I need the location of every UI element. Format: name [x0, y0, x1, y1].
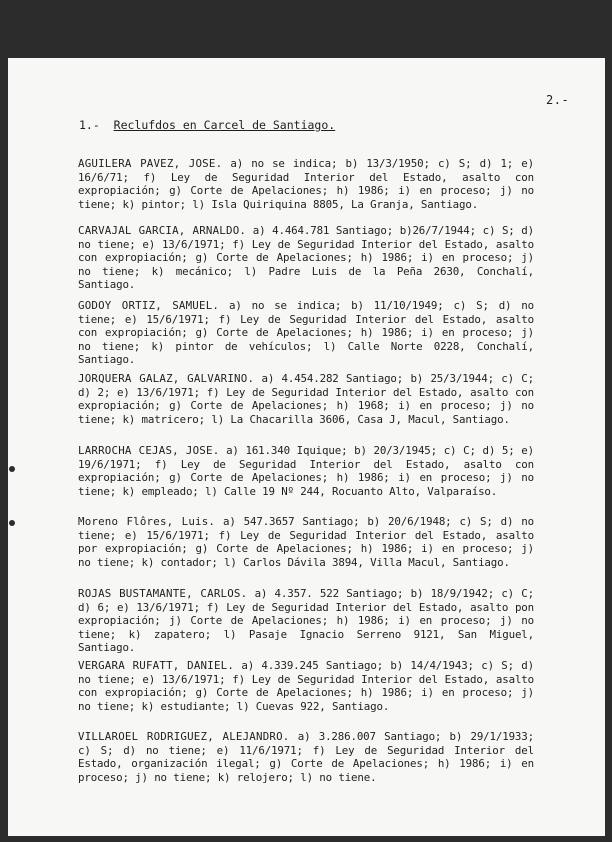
prisoner-entry	[78, 299, 534, 367]
prisoner-name: GODOY ORTIZ, SAMUEL.	[78, 299, 220, 312]
prisoner-name: Moreno Flôres, Luis.	[78, 515, 216, 528]
prisoner-name: JORQUERA GALAZ, GALVARINO.	[78, 372, 255, 385]
section-heading	[79, 118, 335, 132]
prisoner-name: VERGARA RUFATT, DANIEL.	[78, 659, 235, 672]
prisoner-entry	[78, 659, 534, 713]
prisoner-details: a) 4.339.245 Santiago; b) 14/4/1943; c) S; d) no tiene; e) 13/6/1971; f) Ley de Seguridad Interior del Estado, asalto con expropiación; g) Corte de Apelaciones; h) 1986; i) en proceso; j) no tiene; k) estudiante; l) Cuevas 922, Santiago.	[78, 659, 534, 713]
prisoner-details: a) 4.357. 522 Santiago; b) 18/9/1942; c) C; d) 6; e) 13/6/1971; f) Ley de Seguridad Interior del Estado, asalto pon expropiación; j) Corte de Apelaciones; h) 1986; i) en proceso; j) no tiene; k) zapatero; l) Pasaje Ignacio Serreno 9121, San Miguel, Santiago.	[78, 587, 534, 654]
prisoner-entry	[78, 444, 534, 498]
prisoner-entry	[78, 224, 534, 292]
punch-hole	[9, 466, 15, 472]
prisoner-details: a) 3.286.007 Santiago; b) 29/1/1933; c) S; d) no tiene; e) 11/6/1971; f) Ley de Seguridad Interior del Estado, organización ilegal; g) Corte de Apelaciones; h) 1986; i) en proceso; j) no tiene; k) relojero; l) no tiene.	[78, 730, 534, 784]
prisoner-entry	[78, 157, 534, 211]
prisoner-details: a) 547.3657 Santiago; b) 20/6/1948; c) S; d) no tiene; e) 15/6/1971; f) Ley de Seguridad Interior del Estado, asalto por expropiación; g) Corte de Apelaciones; h) 1986; i) en proceso; j) no tiene; k) contador; l) Carlos Dávila 3894, Villa Macul, Santiago.	[78, 515, 534, 569]
prisoner-details: a) no se indica; b) 11/10/1949; c) S; d) no tiene; e) 15/6/1971; f) Ley de Seguridad Interior del Estado, asalto con expropiación; g) Corte de Apelaciones; h) 1986; i) en proceso; j) no tiene; k) pintor de vehículos; l) Calle Norte 0228, Conchalí, Santiago.	[78, 299, 534, 366]
section-title: Reclufdos en Carcel de Santiago.	[113, 118, 336, 132]
prisoner-name: VILLAROEL RODRIGUEZ, ALEJANDRO.	[78, 730, 290, 743]
prisoner-details: a) 4.464.781 Santiago; b)26/7/1944; c) S; d) no tiene; e) 13/6/1971; f) Ley de Seguridad Interior del Estado, asalto con expropiación; g) Corte de Apelaciones; h) 1986; i) en proceso; j) no tiene; k) mecánico; l) Padre Luis de la Peña 2630, Conchalí, Santiago.	[78, 224, 535, 291]
prisoner-entry	[78, 587, 534, 655]
prisoner-entry	[78, 372, 534, 426]
page-number: 2.-	[546, 93, 570, 107]
prisoner-details: a) 4.454.282 Santiago; b) 25/3/1944; c) C; d) 2; e) 13/6/1971; f) Ley de Seguridad Interior del Estado, asalto con expropiación; g) Corte de Apelaciones; h) 1968; i) en proceso; j) no tiene; k) matricero; l) La Chacarilla 3606, Casa J, Macul, Santiago.	[78, 372, 534, 426]
prisoner-details: a) no se indica; b) 13/3/1950; c) S; d) 1; e) 16/6/71; f) Ley de Seguridad Interior del Estado, asalto con expropiación; g) Corte de Apelaciones; h) 1986; i) en proceso; j) no tiene; k) pintor; l) Isla Quiriquina 8805, La Granja, Santiago.	[78, 157, 534, 211]
prisoner-details: a) 161.340 Iquique; b) 20/3/1945; c) C; d) 5; e) 19/6/1971; f) Ley de Seguridad Interior del Estado, asalto con expropiación; g) Corte de Apelaciones; h) 1986; i) en proceso; j) no tiene; k) empleado; l) Calle 19 Nº 244, Rocuanto Alto, Valparaíso.	[78, 444, 534, 498]
prisoner-name: CARVAJAL GARCIA, ARNALDO.	[78, 224, 247, 237]
prisoner-name: ROJAS BUSTAMANTE, CARLOS.	[78, 587, 248, 600]
prisoner-entry	[78, 515, 534, 569]
punch-hole	[9, 520, 15, 526]
prisoner-name: AGUILERA PAVEZ, JOSE.	[78, 157, 223, 170]
prisoner-name: LARROCHA CEJAS, JOSE.	[78, 444, 220, 457]
section-number: 1.-	[79, 118, 100, 132]
prisoner-entry	[78, 730, 534, 784]
